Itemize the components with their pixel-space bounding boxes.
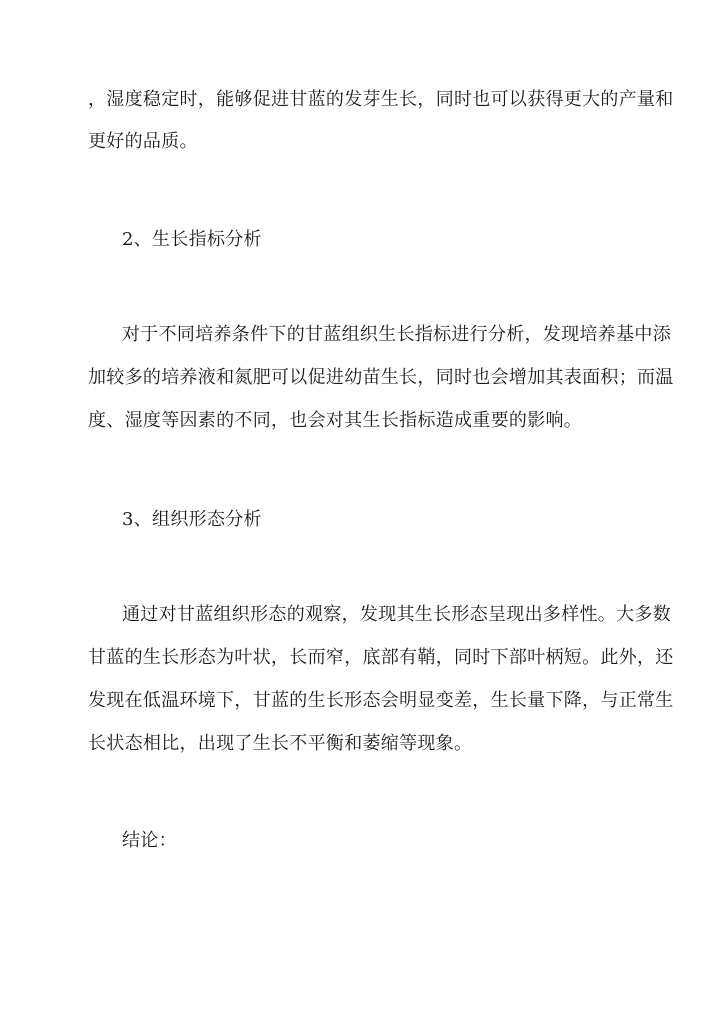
section-2-line-2: 加较多的培养液和氮肥可以促进幼苗生长，同时也会增加其表面积；而温 [88,367,674,388]
section-2-heading: 2、生长指标分析 [122,229,262,250]
section-3-line-4: 长状态相比，出现了生长不平衡和萎缩等现象。 [88,733,473,754]
conclusion-heading: 结论： [122,830,177,851]
intro-line-2: 更好的品质。 [88,131,198,152]
intro-line-1: ，湿度稳定时，能够促进甘蓝的发芽生长，同时也可以获得更大的产量和 [88,89,674,110]
section-3-heading: 3、组织形态分析 [122,509,262,530]
section-3-line-1: 通过对甘蓝组织形态的观察，发现其生长形态呈现出多样性。大多数 [122,604,671,625]
section-2-line-1: 对于不同培养条件下的甘蓝组织生长指标进行分析，发现培养基中添 [122,324,671,345]
section-2-line-3: 度、湿度等因素的不同，也会对其生长指标造成重要的影响。 [88,410,583,431]
section-3-line-2: 甘蓝的生长形态为叶状，长而窄，底部有鞘，同时下部叶柄短。此外，还 [88,647,674,668]
section-3-line-3: 发现在低温环境下，甘蓝的生长形态会明显变差，生长量下降，与正常生 [88,690,674,711]
